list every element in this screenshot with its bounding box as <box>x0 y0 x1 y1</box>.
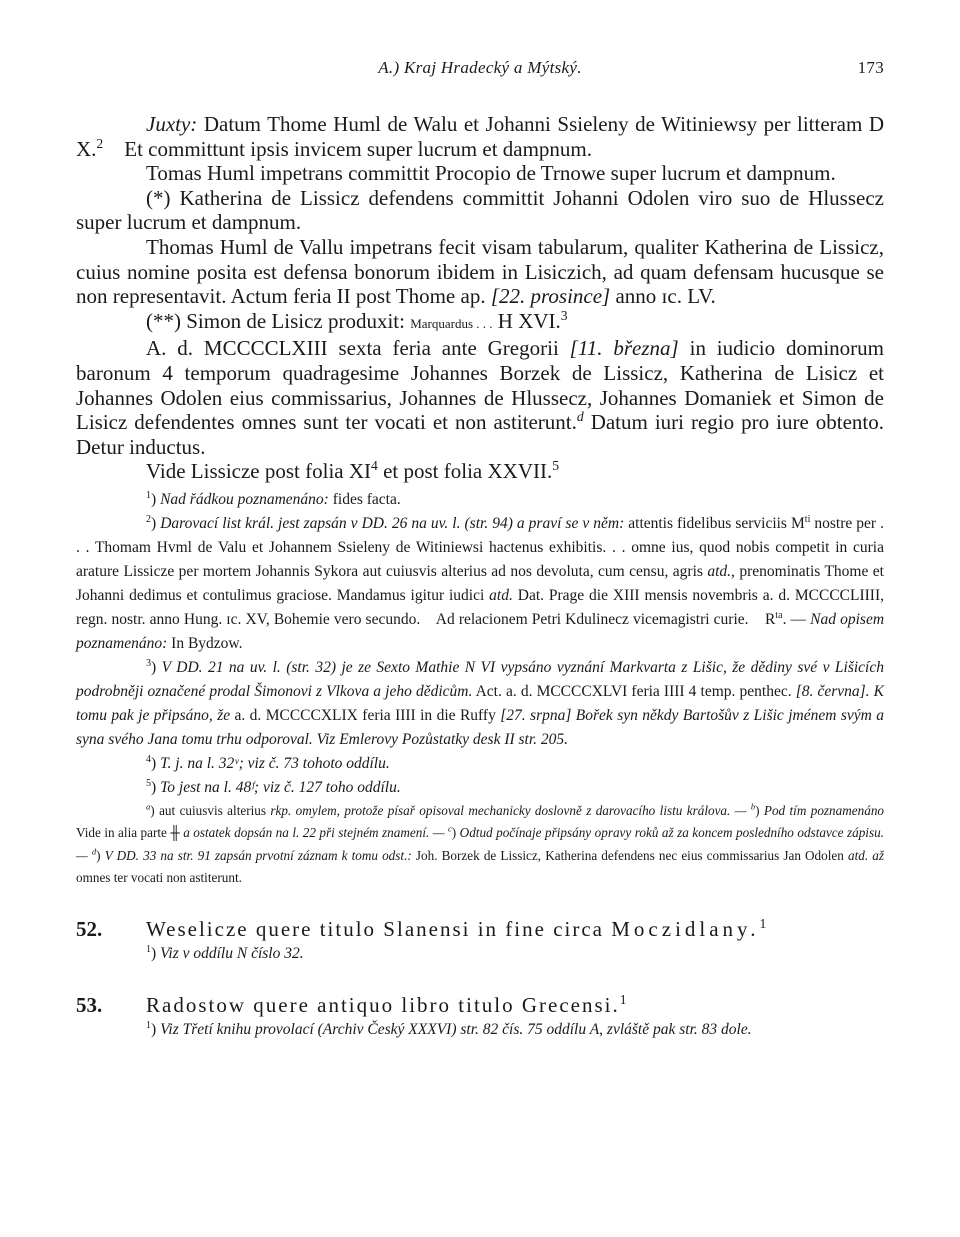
text: Joh. Borzek de Lissicz, Katherina defendens nec eius commissarius Jan Odolen <box>411 847 848 863</box>
text: Darovací list král. jest zapsán v DD. 26 na uv. l. (str. 94) a praví se v něm: <box>160 514 625 532</box>
note-mark: c <box>447 824 452 835</box>
text: a ostatek dopsán na l. 22 při stejném znamení. — <box>183 825 448 841</box>
paragraph-tomas: Tomas Huml impetrans committit Procopio de Trnowe super lucrum et dampnum. <box>146 161 836 186</box>
text: Radostow quere antiquo libro titulo Grecensi. <box>146 992 620 1017</box>
footnote-2: $^2$) Darovací list král. jest zapsán v DD. 26 na uv. l. (str. 94) a praví se v něm: attentis fidelibus serviciis $M^{ti}$ nostre per . . . Thomam Hvml de Valu et Johannem Ssieleny de Witiniewsi hactenus exhibitis. . . omne ius, quod nobis competit in curia arature Lissicze per mortem Johannis Sykora aut cuiusvis alterius ad nos devoluta, cum censu, agris atd., prenominatis Thome et Johanni dedimus et contulimus graciose. Mandamus igitur iudici atd. Dat. Prage die XIII mensis novembris a. d. MCCCCLIIII, regn. nostr. anno Hung. ɪc. XV, Bohemie vero secundo. Ad relacionem Petri Kdulinecz vicemagistri curie. $R^{ta}$. — Nad opisem poznamenáno: In Bydzow. <box>76 513 888 652</box>
footnote-1: $^1$) Nad řádkou poznamenáno: fides facta. <box>146 489 401 508</box>
entry-line <box>76 916 884 942</box>
text: T. j. na l. 32ᵛ; viz č. 73 tohoto oddílu. <box>160 754 390 772</box>
text: in iudicio dominorum baronum 4 temporum quadragesime Johannes Borzek de Lissicz, Katherina de Lisicz et Johannes Odolen eius commissarius, Johannes de Hlussecz, Johannes Domaniek et Simon de Lisicz defendentes omnes sunt ter vocati et non astiterunt. <box>76 336 884 435</box>
running-header <box>76 58 884 92</box>
header-title: A.) Kraj Hradecký a Mýtský. <box>378 58 582 77</box>
footnote-4: $^4$) T. j. na l. 32ᵛ; viz č. 73 tohoto oddílu. <box>146 753 390 772</box>
footnote-ref: 2 <box>96 135 104 151</box>
text: a. d. MCCCCXLIX feria IIII in die Ruffy <box>230 706 501 724</box>
footnote-ref: 1 <box>619 991 627 1007</box>
text: Vide Lissicze post folia XI <box>146 459 372 484</box>
marquardus: Marquardus . . . <box>410 315 493 331</box>
text: (**) Simon de Lisicz produxit: <box>146 308 411 333</box>
text: , prenominatis Thome et Johanni dedimus et contulimus graciose. Mandamus igitur iudici <box>76 562 884 604</box>
note-mark: a <box>146 801 151 812</box>
entry-52 <box>76 916 884 966</box>
paragraph-simon <box>76 309 884 337</box>
page-number: 173 <box>857 58 884 77</box>
footnote-3: $^3$) V DD. 21 na uv. l. (str. 32) je ze Sexto Mathie N VI vypsáno vyznání Markvarta z Lišic, že dědiny své v Lišicích podrobněji označené prodal Šimonovi z Vlkova a jeho dědicům. Act. a. d. MCCCCXLVI feria IIII 4 temp. penthec. [8. června]. K tomu pak je připsáno, že a. d. MCCCCXLIX feria IIII in die Ruffy [27. srpna] Bořek syn někdy Bartošův z Lišic jménem svým a syna svého Jana tomu trhu odporoval. Viz Emlerovy Pozůstatky desk II str. 205. <box>76 657 884 748</box>
footnotes <box>76 488 888 800</box>
footnote-mark: 2 <box>146 513 152 525</box>
text: ta <box>775 609 783 621</box>
footnote-ref: 1 <box>759 915 767 931</box>
text: Weselicze quere titulo Slanensi in fine circa <box>146 916 612 941</box>
main-text <box>76 112 884 484</box>
text: A. d. MCCCCLXIII sexta feria ante Gregorii <box>146 336 570 361</box>
footnote-ref: d <box>576 409 584 425</box>
entry-line <box>76 992 884 1018</box>
text: Viz v oddílu N číslo 32. <box>160 944 304 962</box>
entry-number: 53. <box>76 992 103 1017</box>
footnote-mark: 3 <box>146 657 152 669</box>
text: Pod tím poznamenáno <box>759 802 885 818</box>
text: fides facta. <box>328 490 401 508</box>
note-a-b: $^a$) aut cuiusvis alterius rkp. omylem, protože písař opisoval mechanicky doslovně z darovacího listu králova. — $^b$) Pod tím poznamenáno Vide in alia parte ╫ a ostatek dopsán na l. 22 při stejném znamení. — $^c$) Odtud počínaje připsány opravy roků až za koncem posledního odstavce zápisu. — $^d$) V DD. 33 na str. 91 zapsán prvotní záznam k tomu odst.: Joh. Borzek de Lissicz, Katherina defendens nec eius commissarius Jan Odolen atd. až omnes ter vocati non astiterunt. <box>76 801 885 886</box>
footnote-ref: 5 <box>552 458 560 474</box>
date-note: [22. prosince] <box>490 284 611 309</box>
text: Nad řádkou poznamenáno: <box>160 490 329 508</box>
text: Viz Třetí knihu provolací (Archiv Český XXXVI) str. 82 čís. 75 oddílu A, zvláště pak str. 83 dole. <box>160 1020 752 1038</box>
date-note: [11. března] <box>569 336 679 361</box>
footnote-mark: 5 <box>146 777 152 789</box>
paragraph-thomas <box>76 235 884 309</box>
text: rkp. omylem, protože písař opisoval mechanicky doslovně z darovacího listu králova. — <box>270 802 751 818</box>
paragraph-vide <box>76 459 884 484</box>
text: omnes ter vocati non astiterunt. <box>76 870 242 886</box>
footnote-mark: 1 <box>146 943 152 955</box>
footnote-5: $^5$) To jest na l. 48ᶠ; viz č. 127 toho oddílu. <box>146 777 401 796</box>
entry-53 <box>76 992 884 1042</box>
text: attentis fidelibus serviciis M <box>624 514 805 532</box>
text: atd. <box>707 562 732 580</box>
footnote-ref: 4 <box>371 458 378 474</box>
entry-text <box>146 992 884 1018</box>
text: nostre per . . . Thomam Hvml de Valu et Johannem Ssieleny de Witiniewsi hactenus exhibitis. . . omne ius, quod nobis competit in curia arature Lissicze per mortem Johannis Sykora aut cuiusvis alterius ad nos devoluta, cum censu, agris <box>76 514 884 580</box>
footnote-mark: 1 <box>146 489 152 501</box>
text: Datum Thome Huml de Walu et Johanni Ssieleny de Witiniewsy per litteram D X. <box>76 112 884 161</box>
footnote-mark: 4 <box>146 753 152 765</box>
text: Act. a. d. MCCCCXLVI feria IIII 4 temp. penthec. <box>472 682 796 700</box>
text: anno ɪc. LV. <box>610 284 716 309</box>
text: et post folia XXVII. <box>377 459 553 484</box>
text: Vide in alia parte ╫ <box>76 825 184 841</box>
entry-number: 52. <box>76 916 103 941</box>
text: In Bydzow. <box>167 634 243 652</box>
entry-footnote: $^1$) Viz v oddílu N číslo 32. <box>146 943 304 962</box>
paragraph-juxty <box>76 112 884 161</box>
note-mark: d <box>91 846 97 857</box>
entry-text <box>146 916 884 942</box>
text: Nad opisem poznamenáno: <box>76 610 885 652</box>
text: Moczidlany. <box>611 916 760 941</box>
text: atd. až <box>848 847 884 863</box>
footnote-mark: 1 <box>146 1019 152 1031</box>
text: [27. srpna] Bořek syn někdy Bartošův z Lišic jménem svým a syna svého Jana tomu trhu odporoval. Viz Emlerovy Pozůstatky desk II str. 205. <box>76 706 884 748</box>
page <box>76 58 888 1042</box>
note-mark: b <box>750 801 756 812</box>
text: To jest na l. 48ᶠ; viz č. 127 toho oddílu. <box>160 778 401 796</box>
text: Odtud počínaje připsány opravy roků až za koncem posledního odstavce zápisu. — <box>76 825 884 863</box>
text: Thomas Huml de Vallu impetrans fecit visam tabularum, qualiter Katherina de Lissicz, cuius nomine posita est defensa bonorum ibidem in Lisiczich, ad quam defensam hucusque se non representavit. Actum feria II post Thome ap. <box>76 234 884 309</box>
paragraph-katherina: (*) Katherina de Lissicz defendens committit Johanni Odolen viro suo de Hlussecz super lucrum et dampnum. <box>76 185 884 235</box>
critical-notes <box>76 800 884 890</box>
text: ti <box>804 513 811 525</box>
label-juxty: Juxty: <box>146 112 198 136</box>
footnote-ref: 3 <box>560 307 568 323</box>
text: atd. <box>489 586 513 604</box>
text: H XVI. <box>492 308 561 333</box>
text: V DD. 21 na uv. l. (str. 32) je ze Sexto Mathie N VI vypsáno vyznání Markvarta z Lišic, že dědiny své v Lišicích podrobněji označené prodal Šimonovi z Vlkova a jeho dědicům. <box>76 658 884 700</box>
entry-footnote: $^1$) Viz Třetí knihu provolací (Archiv Český XXXVI) str. 82 čís. 75 oddílu A, zvláště pak str. 83 dole. <box>146 1019 752 1038</box>
text: Dat. Prage die XIII mensis novembris a. d. MCCCCLIIII, regn. nostr. anno Hung. ɪc. XV, Bohemie vero secundo. Ad relacionem Petri Kdulinecz vicemagistri curie. R <box>76 586 888 628</box>
text: Datum iuri regio pro iure obtento. Detur inductus. <box>76 410 884 459</box>
paragraph-ad <box>76 336 884 459</box>
text: Et committunt ipsis invicem super lucrum et dampnum. <box>103 136 593 161</box>
text: . — <box>782 610 811 628</box>
text: [8. června]. K tomu pak je připsáno, že <box>76 682 884 724</box>
text: aut cuiusvis alterius <box>154 802 271 818</box>
text: V DD. 33 na str. 91 zapsán prvotní záznam k tomu odst.: <box>100 847 412 863</box>
